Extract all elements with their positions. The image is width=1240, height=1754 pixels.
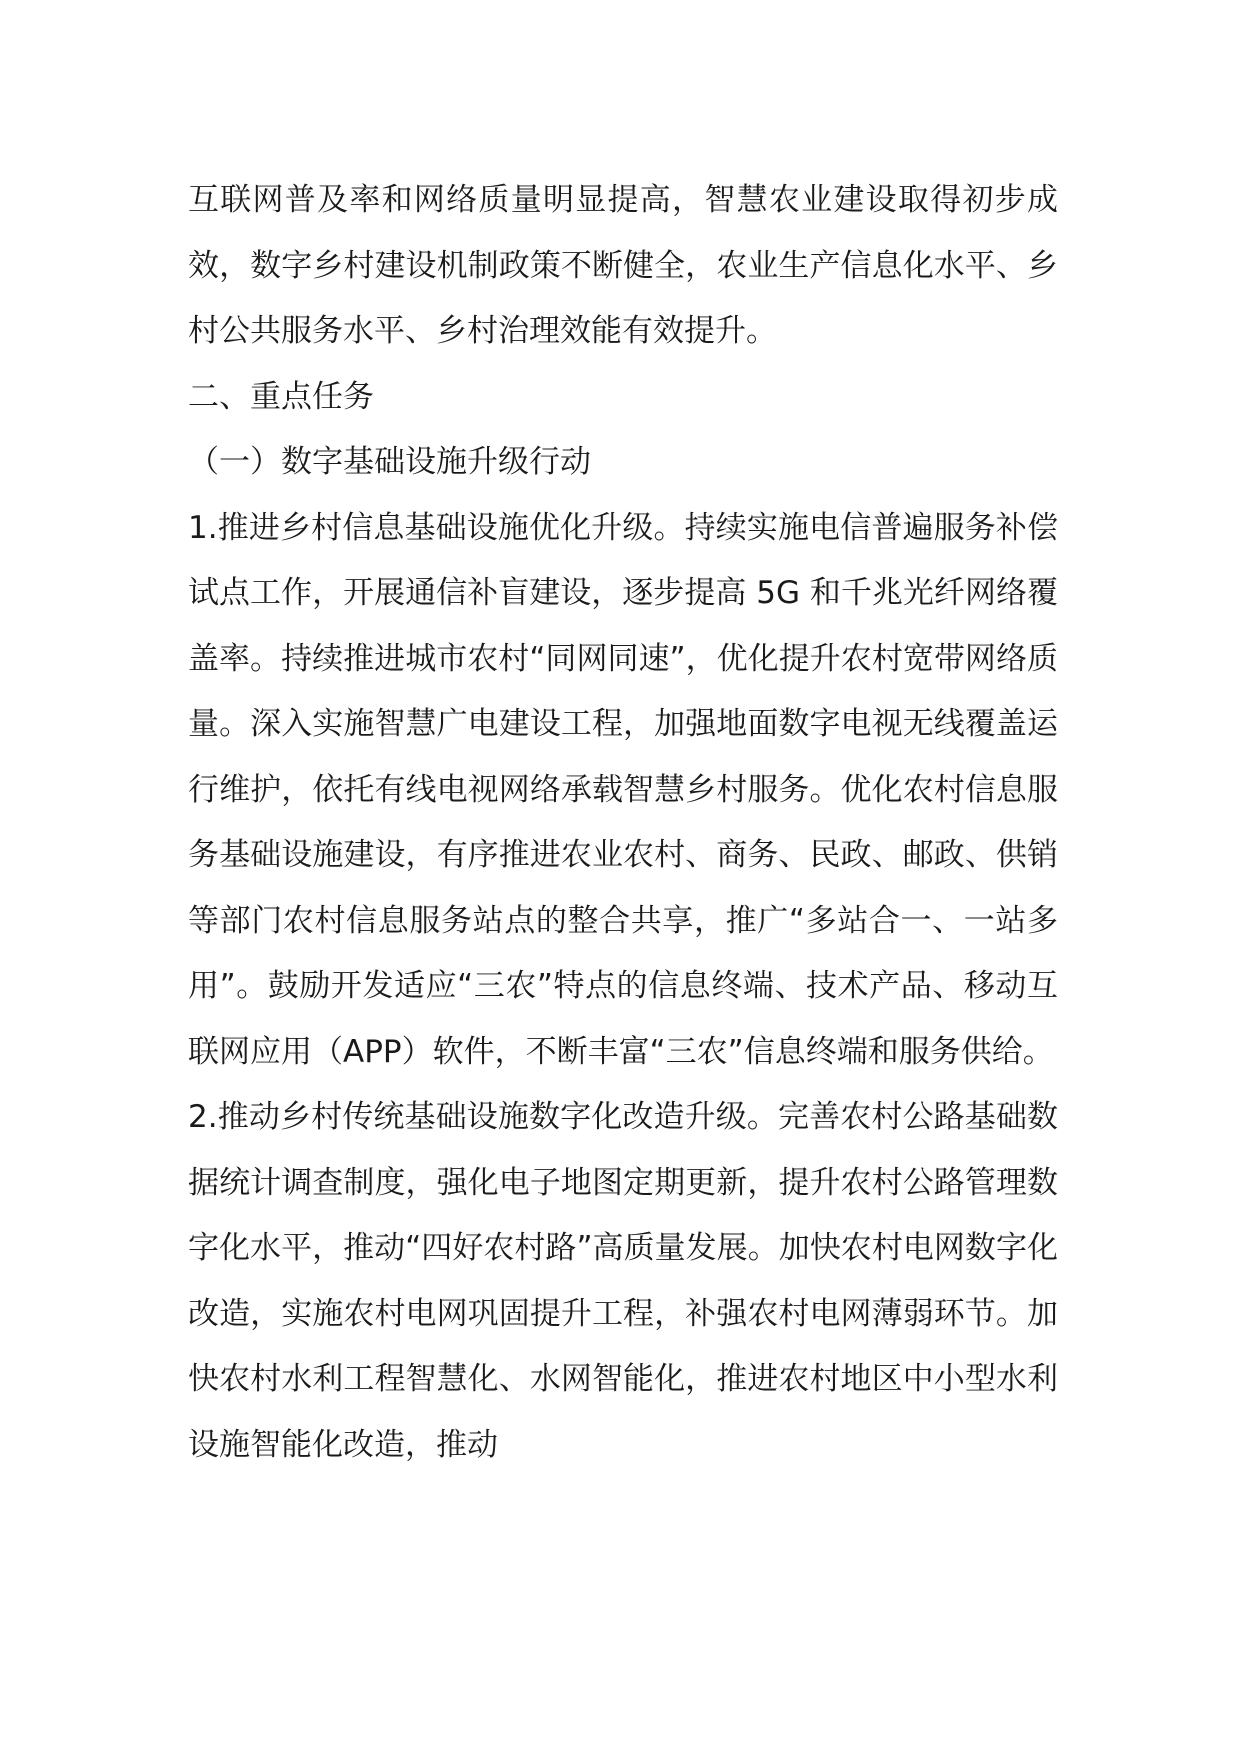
paragraph-item-1: 1.推进乡村信息基础设施优化升级。持续实施电信普遍服务补偿试点工作，开展通信补盲建设，逐步提高 5G 和千兆光纤网络覆盖率。持续推进城市农村“同网同速”，优化提升农村宽带网络质量。深入实施智慧广电建设工程，加强地面数字电视无线覆盖运行维护，依托有线电视网络承载智慧乡村服务。优化农村信息服务基础设施建设，有序推进农业农村、商务、民政、邮政、供销等部门农村信息服务站点的整合共享，推广“多站合一、一站多用”。鼓励开发适应“三农”特点的信息终端、技术产品、移动互联网应用（APP）软件，不断丰富“三农”信息终端和服务供给。 (188, 509, 1058, 1070)
section-heading: 二、重点任务 (188, 378, 374, 415)
subsection-heading: （一）数字基础设施升级行动 (188, 444, 591, 480)
paragraph-item-2: 2.推动乡村传统基础设施数字化改造升级。完善农村公路基础数据统计调查制度，强化电子地图定期更新，提升农村公路管理数字化水平，推动“四好农村路”高质量发展。加快农村电网数字化改造，实施农村电网巩固提升工程，补强农村电网薄弱环节。加快农村水利工程智慧化、水网智能化，推进农村地区中小型水利设施智能化改造，推动 (188, 1099, 1058, 1463)
document-page (188, 168, 1058, 1478)
paragraph-intro: 互联网普及率和网络质量明显提高，智慧农业建设取得初步成效，数字乡村建设机制政策不断健全，农业生产信息化水平、乡村公共服务水平、乡村治理效能有效提升。 (188, 182, 1058, 349)
